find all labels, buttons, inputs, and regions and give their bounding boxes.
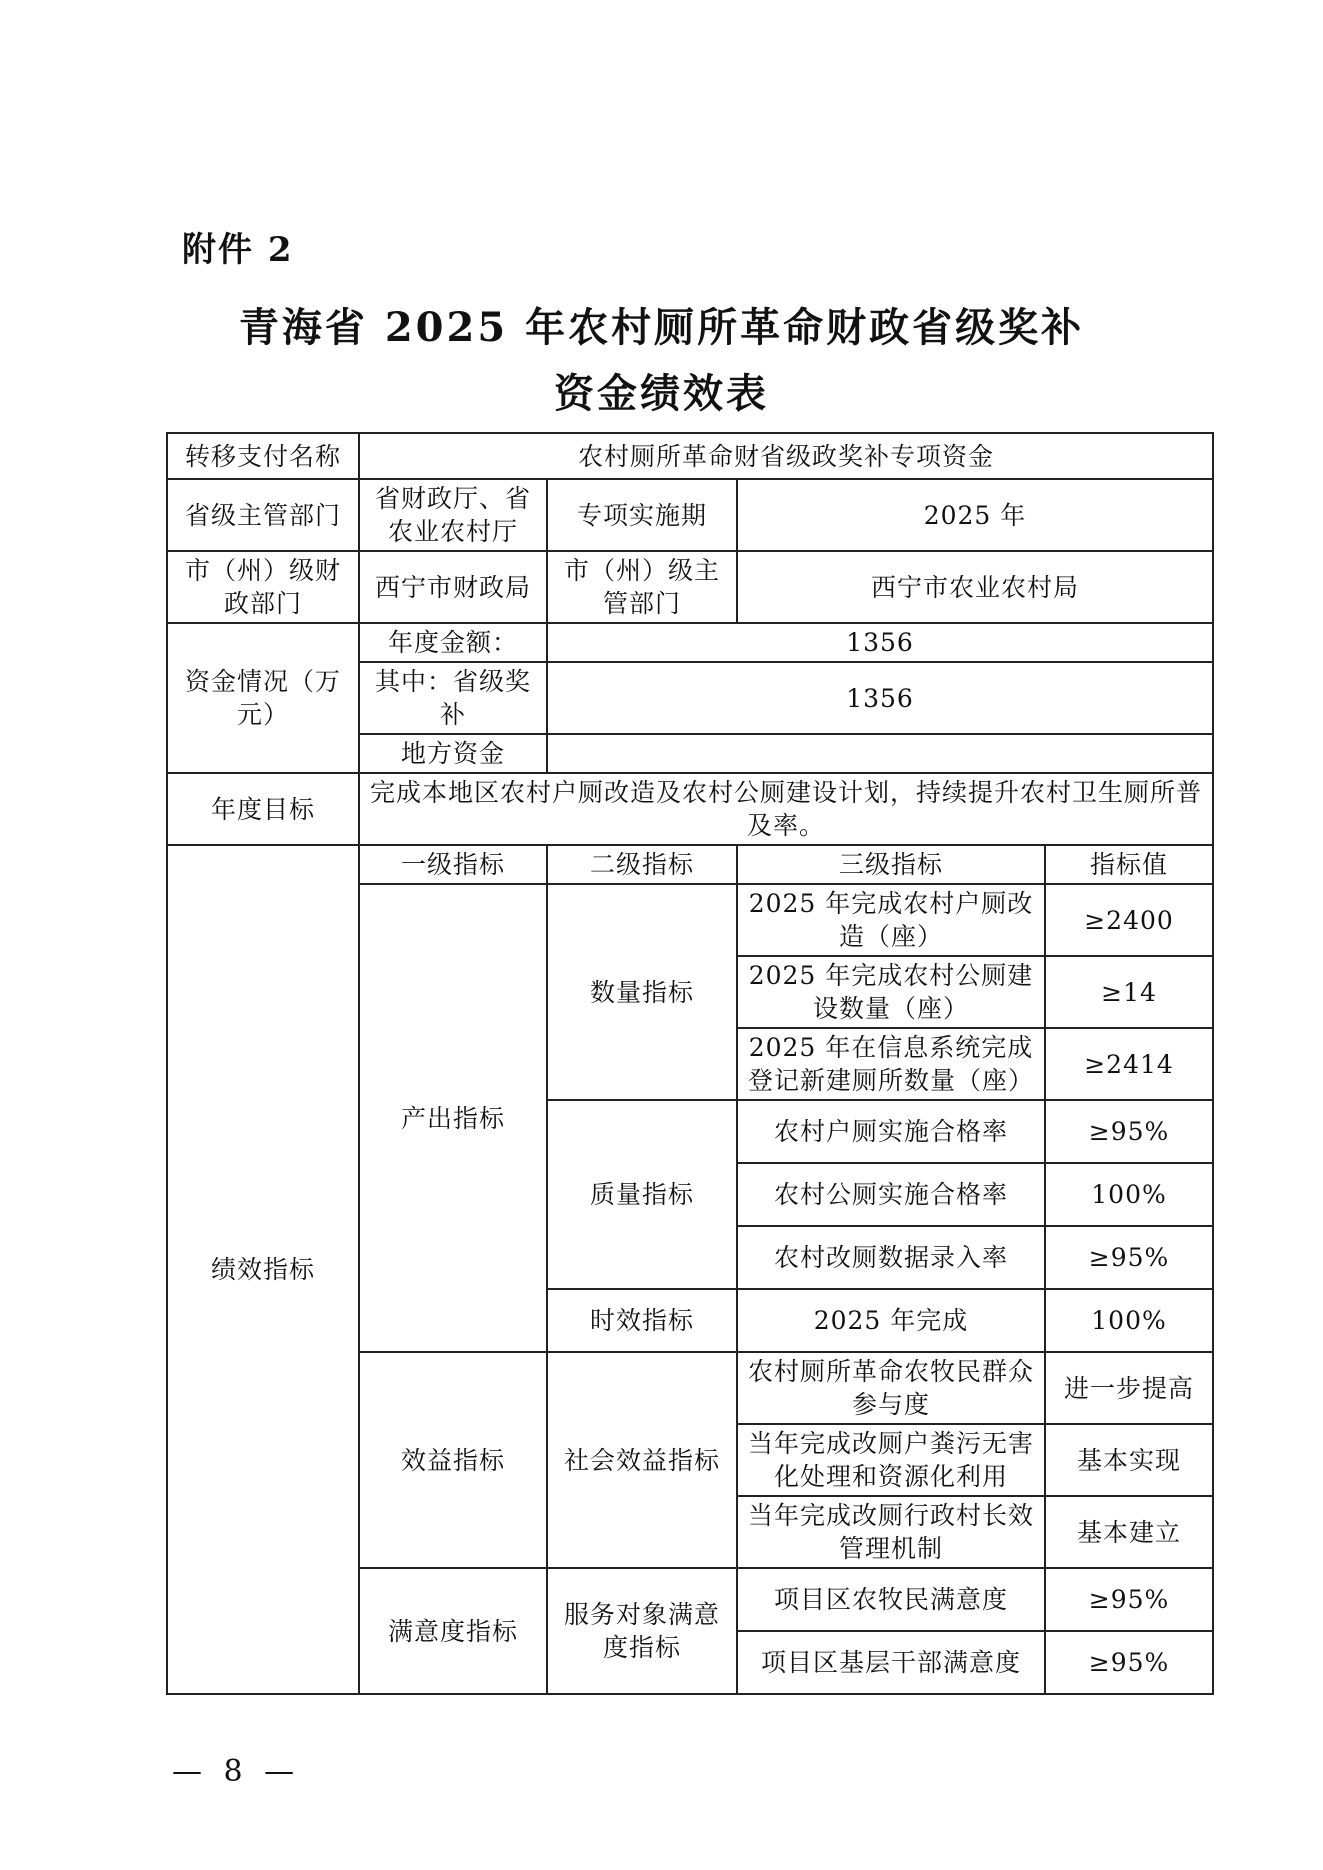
period-label: 专项实施期 [547, 479, 737, 551]
city-dept-label: 市（州）级主管部门 [547, 551, 737, 623]
quality-label: 质量指标 [547, 1100, 737, 1289]
prov-award-label: 其中：省级奖补 [359, 662, 547, 734]
indicator-value: ≥95% [1045, 1631, 1213, 1694]
indicator-name: 项目区基层干部满意度 [737, 1631, 1045, 1694]
header-level2: 二级指标 [547, 845, 737, 884]
row-indicator-headers [167, 845, 1213, 884]
indicator-name: 项目区农牧民满意度 [737, 1568, 1045, 1631]
annual-goal-value: 完成本地区农村户厕改造及农村公厕建设计划，持续提升农村卫生厕所普及率。 [359, 773, 1213, 845]
document-title-line2: 资金绩效表 [554, 370, 769, 417]
document-title-line1: 青海省 2025 年农村厕所革命财政省级奖补 [238, 304, 1085, 351]
prov-award-value: 1356 [547, 662, 1213, 734]
performance-table [166, 432, 1214, 1695]
indicator-value: 基本建立 [1045, 1496, 1213, 1568]
city-finance-value: 西宁市财政局 [359, 551, 547, 623]
satisfaction-label: 满意度指标 [359, 1568, 547, 1694]
indicator-name: 2025 年在信息系统完成登记新建厕所数量（座） [737, 1028, 1045, 1100]
indicator-name: 2025 年完成农村公厕建设数量（座） [737, 956, 1045, 1028]
local-funds-value [547, 734, 1213, 773]
row-prov-dept [167, 479, 1213, 551]
row-city-dept [167, 551, 1213, 623]
social-benefit-label: 社会效益指标 [547, 1352, 737, 1568]
indicator-name: 农村改厕数据录入率 [737, 1226, 1045, 1289]
service-satisfaction-label: 服务对象满意度指标 [547, 1568, 737, 1694]
indicator-value: ≥95% [1045, 1568, 1213, 1631]
indicator-value: 基本实现 [1045, 1424, 1213, 1496]
city-dept-value: 西宁市农业农村局 [737, 551, 1213, 623]
timeliness-label: 时效指标 [547, 1289, 737, 1352]
annual-amount-value: 1356 [547, 623, 1213, 662]
prov-dept-label: 省级主管部门 [167, 479, 359, 551]
header-level1: 一级指标 [359, 845, 547, 884]
indicator-name: 农村公厕实施合格率 [737, 1163, 1045, 1226]
indicator-name: 当年完成改厕行政村长效管理机制 [737, 1496, 1045, 1568]
prov-dept-value: 省财政厅、省农业农村厅 [359, 479, 547, 551]
benefit-label: 效益指标 [359, 1352, 547, 1568]
indicator-name: 2025 年完成农村户厕改造（座） [737, 884, 1045, 956]
indicator-name: 农村厕所革命农牧民群众参与度 [737, 1352, 1045, 1424]
indicator-name: 农村户厕实施合格率 [737, 1100, 1045, 1163]
indicator-value: ≥2414 [1045, 1028, 1213, 1100]
indicator-value: ≥2400 [1045, 884, 1213, 956]
indicator-value: 100% [1045, 1163, 1213, 1226]
indicators-section-label: 绩效指标 [167, 845, 359, 1694]
transfer-name-value: 农村厕所革命财省级政奖补专项资金 [359, 433, 1213, 479]
header-level3: 三级指标 [737, 845, 1045, 884]
output-label: 产出指标 [359, 884, 547, 1352]
local-funds-label: 地方资金 [359, 734, 547, 773]
indicator-name: 当年完成改厕户粪污无害化处理和资源化利用 [737, 1424, 1045, 1496]
row-transfer-name [167, 433, 1213, 479]
transfer-name-label: 转移支付名称 [167, 433, 359, 479]
attachment-label: 附件 2 [182, 230, 294, 270]
city-finance-label: 市（州）级财政部门 [167, 551, 359, 623]
header-value: 指标值 [1045, 845, 1213, 884]
row-annual-amount [167, 623, 1213, 662]
annual-amount-label: 年度金额： [359, 623, 547, 662]
indicator-value: ≥95% [1045, 1100, 1213, 1163]
row-annual-goal [167, 773, 1213, 845]
annual-goal-label: 年度目标 [167, 773, 359, 845]
funds-label: 资金情况（万元） [167, 623, 359, 773]
indicator-value: 进一步提高 [1045, 1352, 1213, 1424]
period-value: 2025 年 [737, 479, 1213, 551]
indicator-name: 2025 年完成 [737, 1289, 1045, 1352]
quantity-label: 数量指标 [547, 884, 737, 1100]
page-number: — 8 — [172, 1754, 301, 1789]
indicator-value: ≥14 [1045, 956, 1213, 1028]
indicator-value: ≥95% [1045, 1226, 1213, 1289]
indicator-value: 100% [1045, 1289, 1213, 1352]
